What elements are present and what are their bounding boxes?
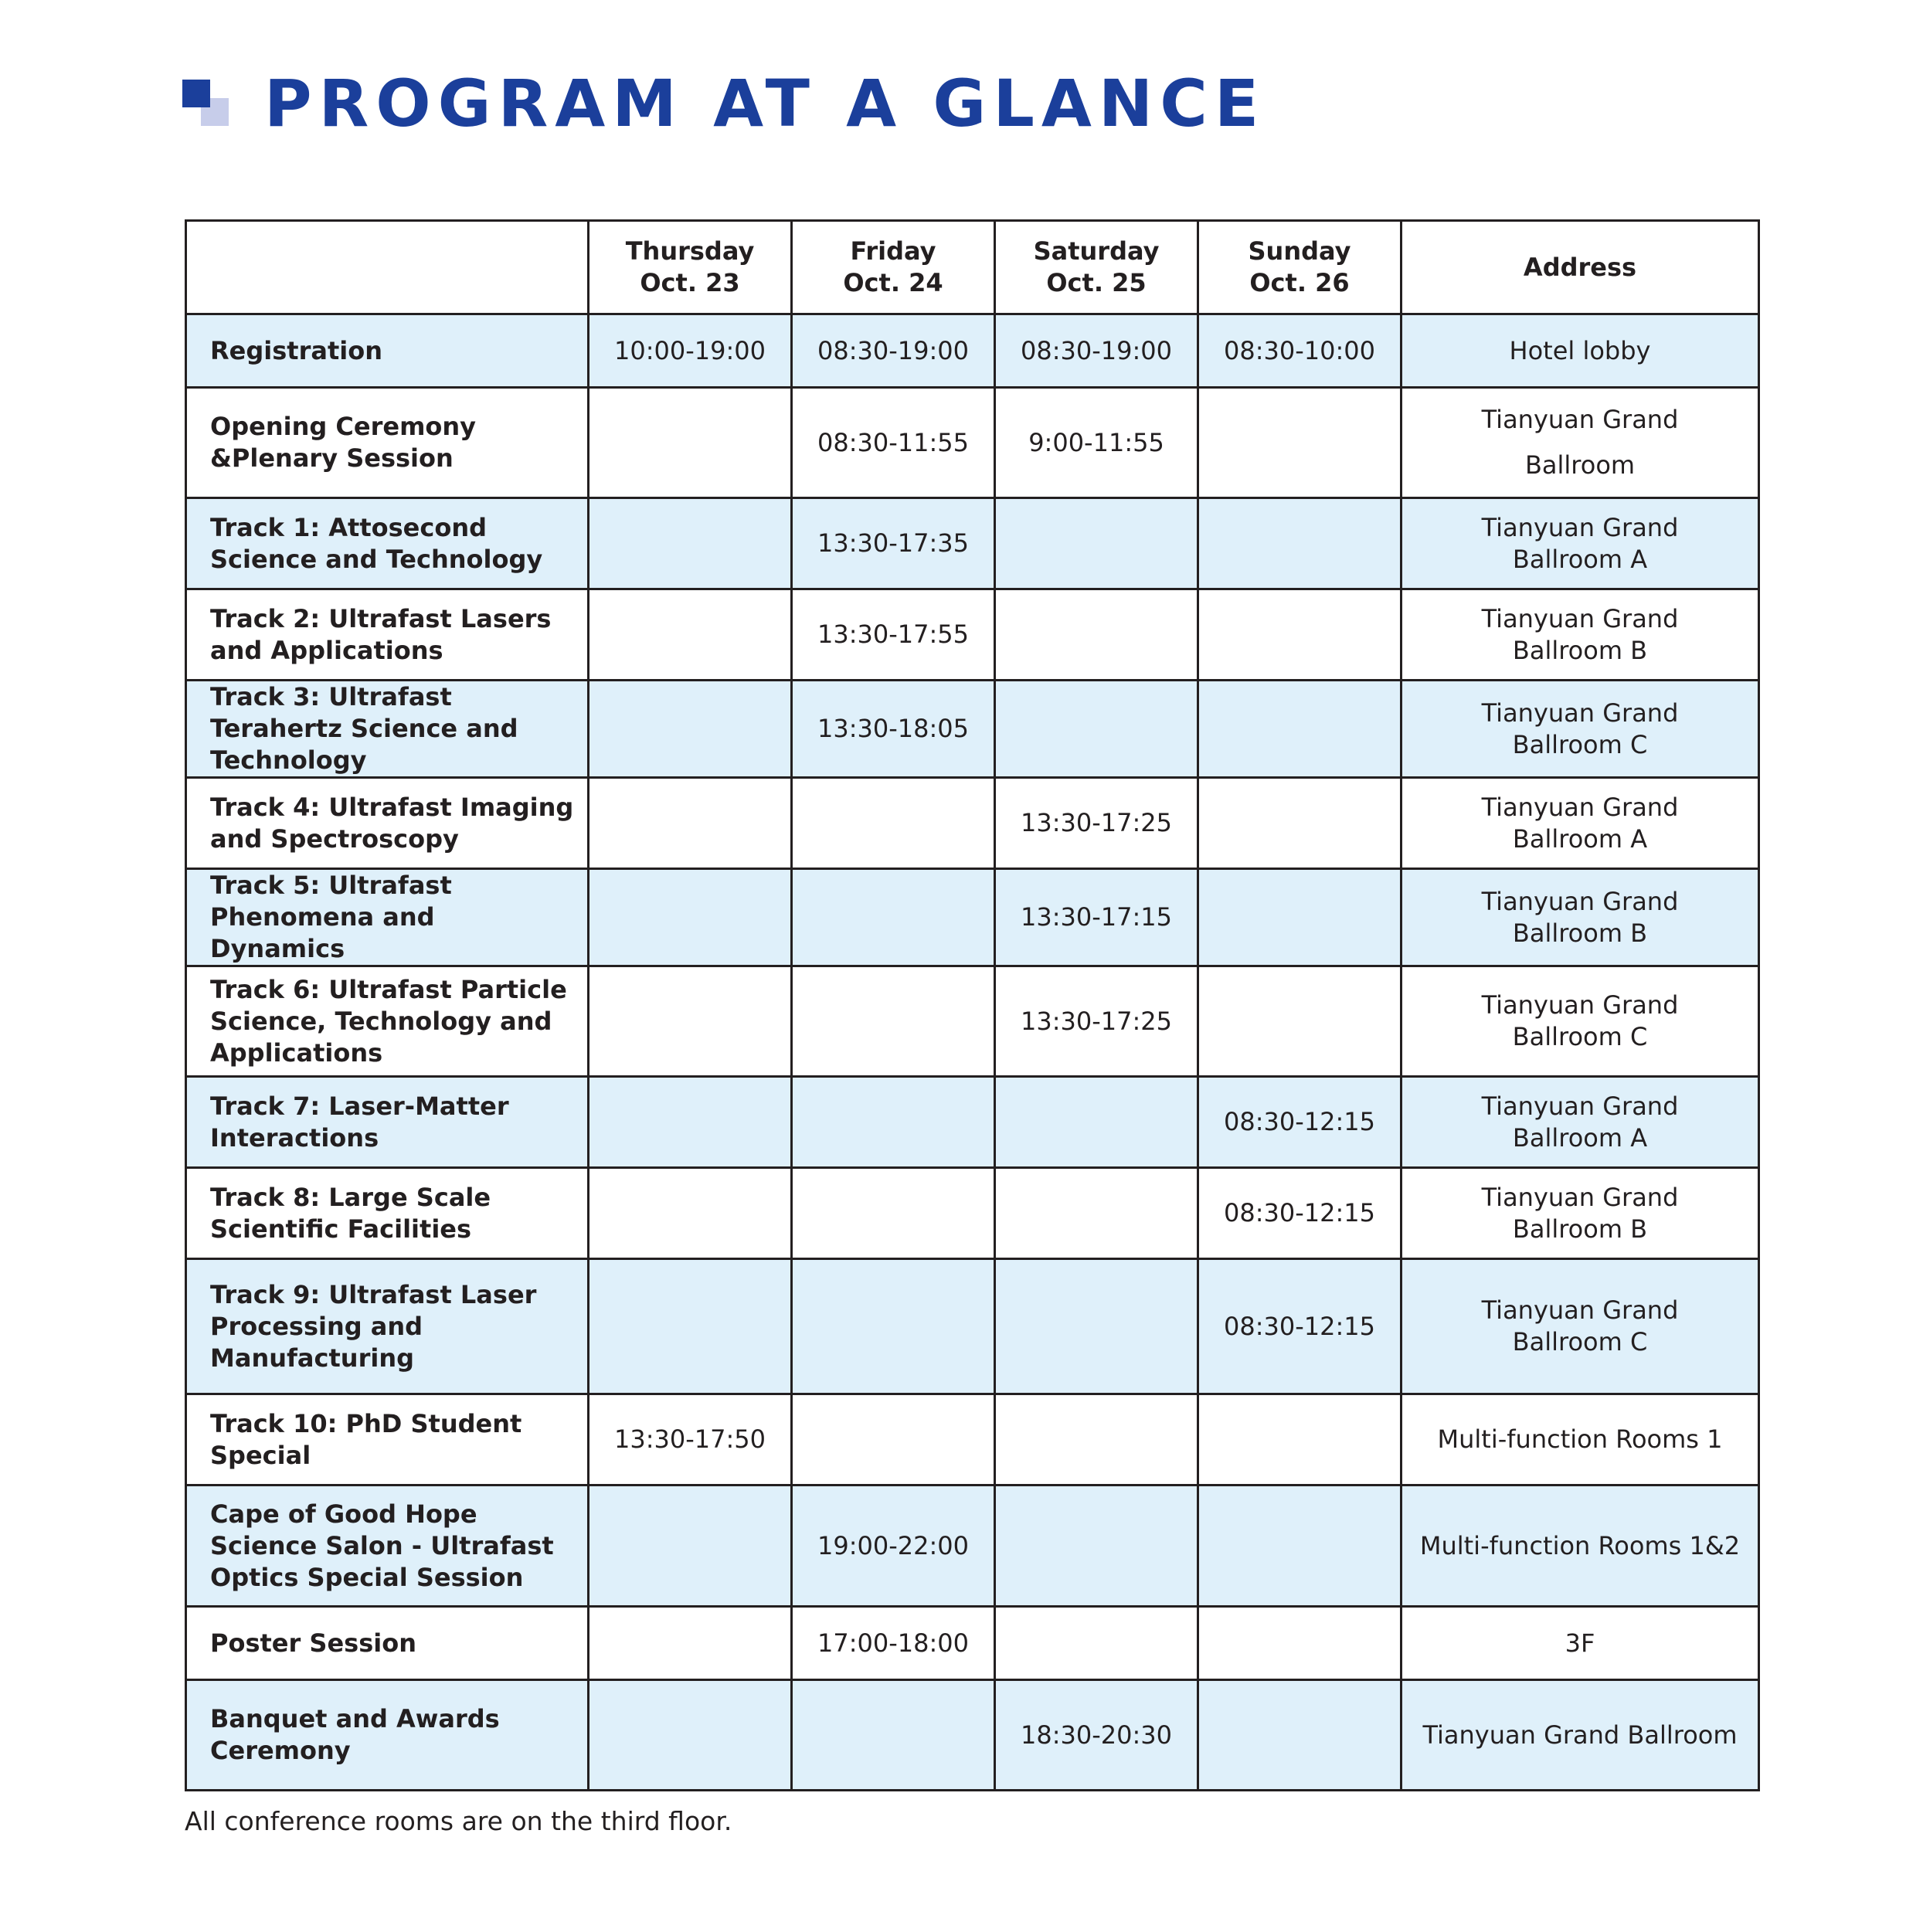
table-row <box>186 388 1759 498</box>
saturday-time: 13:30-17:25 <box>995 778 1198 869</box>
event-name: Track 2: Ultrafast Lasers and Applications <box>186 589 589 681</box>
table-row <box>186 589 1759 681</box>
address-line-2: Ballroom B <box>1512 1214 1648 1244</box>
friday-time <box>792 778 995 869</box>
address-cell <box>1401 589 1759 681</box>
header-date: Oct. 25 <box>1046 268 1147 297</box>
friday-time: 17:00-18:00 <box>792 1607 995 1680</box>
address-line-1: Tianyuan Grand <box>1481 990 1679 1020</box>
address-line-1: Tianyuan Grand <box>1481 698 1679 728</box>
address-line-1: Tianyuan Grand <box>1481 1295 1679 1325</box>
table-row <box>186 1259 1759 1394</box>
address-line-1: 3F <box>1565 1628 1595 1658</box>
header-address: Address <box>1401 221 1759 314</box>
header-day: Sunday <box>1248 236 1351 266</box>
thursday-time <box>589 966 792 1077</box>
address-cell <box>1401 869 1759 966</box>
event-name: Poster Session <box>186 1607 589 1680</box>
thursday-time <box>589 1259 792 1394</box>
thursday-time <box>589 498 792 589</box>
thursday-time: 10:00-19:00 <box>589 314 792 388</box>
friday-time <box>792 869 995 966</box>
friday-time: 13:30-17:35 <box>792 498 995 589</box>
friday-time <box>792 1259 995 1394</box>
thursday-time <box>589 1607 792 1680</box>
sunday-time: 08:30-12:15 <box>1198 1077 1401 1168</box>
sunday-time <box>1198 681 1401 778</box>
event-name: Banquet and Awards Ceremony <box>186 1680 589 1791</box>
address-line-1: Hotel lobby <box>1509 335 1651 365</box>
sunday-time <box>1198 1486 1401 1607</box>
event-name: Opening Ceremony &Plenary Session <box>186 388 589 498</box>
thursday-time <box>589 869 792 966</box>
saturday-time <box>995 1394 1198 1486</box>
address-line-2: Ballroom C <box>1512 1327 1648 1356</box>
address-line-2: Ballroom C <box>1512 729 1648 759</box>
saturday-time: 9:00-11:55 <box>995 388 1198 498</box>
address-line-2: Ballroom C <box>1512 1022 1648 1051</box>
address-line-2: Ballroom <box>1524 450 1636 480</box>
table-header-row <box>186 221 1759 314</box>
address-line-1: Tianyuan Grand <box>1481 603 1679 633</box>
thursday-time <box>589 681 792 778</box>
table-row <box>186 1077 1759 1168</box>
friday-time <box>792 1680 995 1791</box>
header-day: Saturday <box>1033 236 1160 266</box>
thursday-time: 13:30-17:50 <box>589 1394 792 1486</box>
event-name: Cape of Good Hope Science Salon - Ultrafast Optics Special Session <box>186 1486 589 1607</box>
friday-time: 13:30-18:05 <box>792 681 995 778</box>
address-cell <box>1401 1607 1759 1680</box>
thursday-time <box>589 388 792 498</box>
thursday-time <box>589 589 792 681</box>
friday-time <box>792 1077 995 1168</box>
address-cell <box>1401 1680 1759 1791</box>
address-line-1: Tianyuan Grand Ballroom <box>1422 1720 1738 1750</box>
header-thursday <box>589 221 792 314</box>
event-name: Track 8: Large Scale Scientific Facilities <box>186 1168 589 1259</box>
address-cell <box>1401 778 1759 869</box>
header-date: Oct. 23 <box>640 268 740 297</box>
table-row <box>186 1168 1759 1259</box>
friday-time: 19:00-22:00 <box>792 1486 995 1607</box>
address-cell <box>1401 1259 1759 1394</box>
sunday-time <box>1198 589 1401 681</box>
table-row <box>186 498 1759 589</box>
friday-time: 08:30-11:55 <box>792 388 995 498</box>
event-name: Track 4: Ultrafast Imaging and Spectroscopy <box>186 778 589 869</box>
table-row <box>186 1680 1759 1791</box>
address-cell <box>1401 966 1759 1077</box>
sunday-time <box>1198 869 1401 966</box>
address-cell <box>1401 314 1759 388</box>
sunday-time <box>1198 966 1401 1077</box>
header-date: Oct. 24 <box>843 268 943 297</box>
event-name: Track 7: Laser-Matter Interactions <box>186 1077 589 1168</box>
table-row <box>186 1486 1759 1607</box>
table-row <box>186 966 1759 1077</box>
sunday-time <box>1198 778 1401 869</box>
saturday-time <box>995 498 1198 589</box>
address-cell <box>1401 1168 1759 1259</box>
friday-time <box>792 1168 995 1259</box>
header-saturday <box>995 221 1198 314</box>
thursday-time <box>589 1168 792 1259</box>
address-line-1: Multi-function Rooms 1&2 <box>1419 1530 1741 1560</box>
address-line-2: Ballroom A <box>1512 823 1648 854</box>
address-cell <box>1401 1394 1759 1486</box>
saturday-time: 08:30-19:00 <box>995 314 1198 388</box>
header-day: Thursday <box>625 236 755 266</box>
header-friday <box>792 221 995 314</box>
friday-time: 08:30-19:00 <box>792 314 995 388</box>
saturday-time <box>995 1168 1198 1259</box>
saturday-time <box>995 1077 1198 1168</box>
address-line-1: Tianyuan Grand <box>1481 886 1679 916</box>
saturday-time: 13:30-17:25 <box>995 966 1198 1077</box>
table-row <box>186 1607 1759 1680</box>
saturday-time <box>995 1607 1198 1680</box>
address-line-1: Tianyuan Grand <box>1481 512 1679 542</box>
thursday-time <box>589 778 792 869</box>
event-name: Track 10: PhD Student Special <box>186 1394 589 1486</box>
table-row <box>186 869 1759 966</box>
header-day: Friday <box>850 236 936 266</box>
page-title: PROGRAM AT A GLANCE <box>264 66 1266 141</box>
address-line-1: Tianyuan Grand <box>1481 1091 1679 1121</box>
sunday-time: 08:30-12:15 <box>1198 1168 1401 1259</box>
saturday-time <box>995 1259 1198 1394</box>
sunday-time <box>1198 1394 1401 1486</box>
header-blank-cell <box>186 221 589 314</box>
logo-square-dark <box>182 80 210 107</box>
friday-time: 13:30-17:55 <box>792 589 995 681</box>
address-line-1: Multi-function Rooms 1 <box>1437 1424 1723 1454</box>
address-line-2: Ballroom A <box>1512 1122 1648 1153</box>
header-sunday <box>1198 221 1401 314</box>
event-name: Track 5: Ultrafast Phenomena and Dynamics <box>186 869 589 966</box>
saturday-time <box>995 681 1198 778</box>
thursday-time <box>589 1680 792 1791</box>
sunday-time <box>1198 388 1401 498</box>
program-table <box>185 219 1760 1791</box>
address-cell <box>1401 498 1759 589</box>
sunday-time <box>1198 1607 1401 1680</box>
header-date: Oct. 26 <box>1249 268 1350 297</box>
table-row <box>186 681 1759 778</box>
table-row <box>186 314 1759 388</box>
page-header <box>182 65 1266 142</box>
event-name: Track 1: Attosecond Science and Technology <box>186 498 589 589</box>
address-line-2: Ballroom B <box>1512 635 1648 665</box>
sunday-time <box>1198 1680 1401 1791</box>
saturday-time: 18:30-20:30 <box>995 1680 1198 1791</box>
address-line-2: Ballroom B <box>1512 918 1648 948</box>
address-cell <box>1401 681 1759 778</box>
saturday-time <box>995 589 1198 681</box>
event-name: Track 9: Ultrafast Laser Processing and Manufacturing <box>186 1259 589 1394</box>
address-line-1: Tianyuan Grand <box>1481 405 1679 434</box>
saturday-time: 13:30-17:15 <box>995 869 1198 966</box>
event-name: Track 3: Ultrafast Terahertz Science and Technology <box>186 681 589 778</box>
thursday-time <box>589 1486 792 1607</box>
address-line-1: Tianyuan Grand <box>1481 792 1679 822</box>
saturday-time <box>995 1486 1198 1607</box>
sunday-time: 08:30-10:00 <box>1198 314 1401 388</box>
table-row <box>186 778 1759 869</box>
table-row <box>186 1394 1759 1486</box>
friday-time <box>792 1394 995 1486</box>
sunday-time <box>1198 498 1401 589</box>
address-cell <box>1401 388 1759 498</box>
address-cell <box>1401 1077 1759 1168</box>
footnote: All conference rooms are on the third floor. <box>185 1806 732 1836</box>
event-name: Track 6: Ultrafast Particle Science, Technology and Applications <box>186 966 589 1077</box>
address-cell <box>1401 1486 1759 1607</box>
friday-time <box>792 966 995 1077</box>
address-line-2: Ballroom A <box>1512 544 1648 574</box>
title-squares-icon <box>182 80 230 127</box>
thursday-time <box>589 1077 792 1168</box>
sunday-time: 08:30-12:15 <box>1198 1259 1401 1394</box>
address-line-1: Tianyuan Grand <box>1481 1182 1679 1212</box>
event-name: Registration <box>186 314 589 388</box>
